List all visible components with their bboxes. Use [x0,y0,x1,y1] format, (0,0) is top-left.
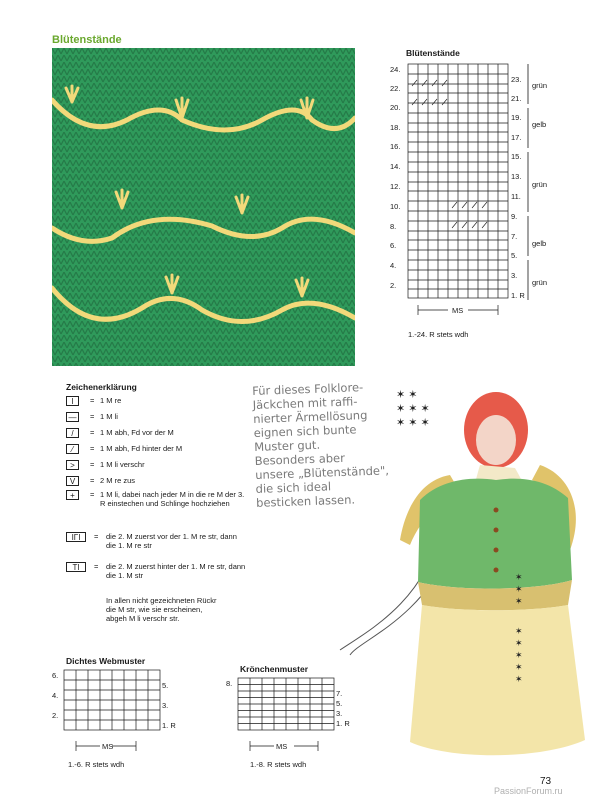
row-label: 6. [390,241,397,250]
row-label: 6. [52,671,59,680]
slip-front-symbol-icon: / [66,428,79,438]
row-label: 19. [511,113,522,122]
ms-label: MS [102,742,114,751]
slip-back-symbol-icon: ⁄ [66,444,79,454]
row-label: 20. [390,103,401,112]
svg-text:✶: ✶ [515,662,523,672]
row-label: 21. [511,94,522,103]
svg-text:✶ ✶ ✶: ✶ ✶ ✶ [396,417,430,429]
row-label: 10. [390,202,401,211]
color-label: grün [532,180,548,189]
k2tog-symbol-icon: V [66,476,79,486]
kronchen-chart-title: Krönchenmuster [240,664,309,674]
purl-symbol-icon: — [66,412,79,422]
row-label: 5. [162,681,169,690]
row-label: 4. [390,261,397,270]
cross-back-symbol-icon: TI [66,562,86,572]
svg-text:✶ ✶: ✶ ✶ [396,389,418,401]
color-label: grün [532,278,548,287]
webmuster-chart-title: Dichtes Webmuster [66,656,146,666]
row-label: 8. [226,679,233,688]
row-label: 11. [511,192,521,201]
row-label: 2. [390,281,397,290]
row-label: 13. [511,172,522,181]
row-label: 3. [336,709,343,718]
row-label: 16. [390,142,401,151]
row-label: 22. [390,84,401,93]
row-label: 14. [390,162,401,171]
row-label: 3. [162,701,169,710]
webmuster-chart [52,666,202,756]
row-label: 24. [390,65,401,74]
row-label: 3. [511,271,518,280]
svg-text:✶: ✶ [515,650,523,660]
row-label: 1. R [511,291,525,300]
row-label: 8. [390,222,397,231]
cross-front-symbol-icon: IΓI [66,532,86,542]
row-label: 7. [511,232,518,241]
row-label: 23. [511,75,522,84]
legend-footnote: In allen nicht gezeichneten Rückr die M str, wie sie erscheinen, abgeh M li verschr str. [106,596,217,623]
watermark-text: PassionForum.ru [494,786,563,796]
row-label: 15. [511,152,522,161]
swatch-title: Blütenstände [52,34,122,46]
row-label: 5. [511,251,518,260]
loop-symbol-icon: + [66,490,79,500]
row-label: 18. [390,123,401,132]
bluten-chart [390,58,560,330]
knitted-swatch-image [52,48,355,366]
row-label: 7. [336,689,343,698]
ms-label: MS [452,306,464,315]
purl-twisted-symbol-icon: > [66,460,79,470]
color-label: gelb [532,239,547,248]
svg-text:✶: ✶ [515,584,523,594]
webmuster-note: 1.-6. R stets wdh [68,760,125,769]
svg-text:✶: ✶ [515,572,523,582]
star-marks [396,389,430,429]
ms-label: MS [276,742,288,751]
bluten-note: 1.-24. R stets wdh [408,330,469,339]
kronchen-note: 1.-8. R stets wdh [250,760,307,769]
row-label: 17. [511,133,522,142]
swatch-graphic [52,48,355,366]
svg-text:✶: ✶ [515,638,523,648]
knit-symbol-icon: I [66,396,79,406]
row-label: 4. [52,691,59,700]
row-label: 9. [511,212,518,221]
color-label: grün [532,81,548,90]
caption-text: Für dieses Folklore- Jäckchen mit raffi- nierter Ärmellösung eignen sich bunte Muster gut. Besonders aber unsere „Blütenstände", die sich ideal besticken lassen. [252,380,390,510]
svg-text:✶: ✶ [515,596,523,606]
page-number: 73 [540,776,552,787]
row-label: 12. [390,182,401,191]
svg-text:✶: ✶ [515,626,523,636]
legend-title: Zeichenerklärung [66,382,137,392]
bluten-chart-title: Blütenstände [406,48,460,58]
svg-text:✶: ✶ [515,674,523,684]
row-label: 1. R [162,721,176,730]
color-label: gelb [532,120,547,129]
row-label: 5. [336,699,343,708]
svg-text:✶ ✶ ✶: ✶ ✶ ✶ [396,403,430,415]
row-label: 1. R [336,719,350,728]
kronchen-chart [226,674,356,764]
row-label: 2. [52,711,59,720]
